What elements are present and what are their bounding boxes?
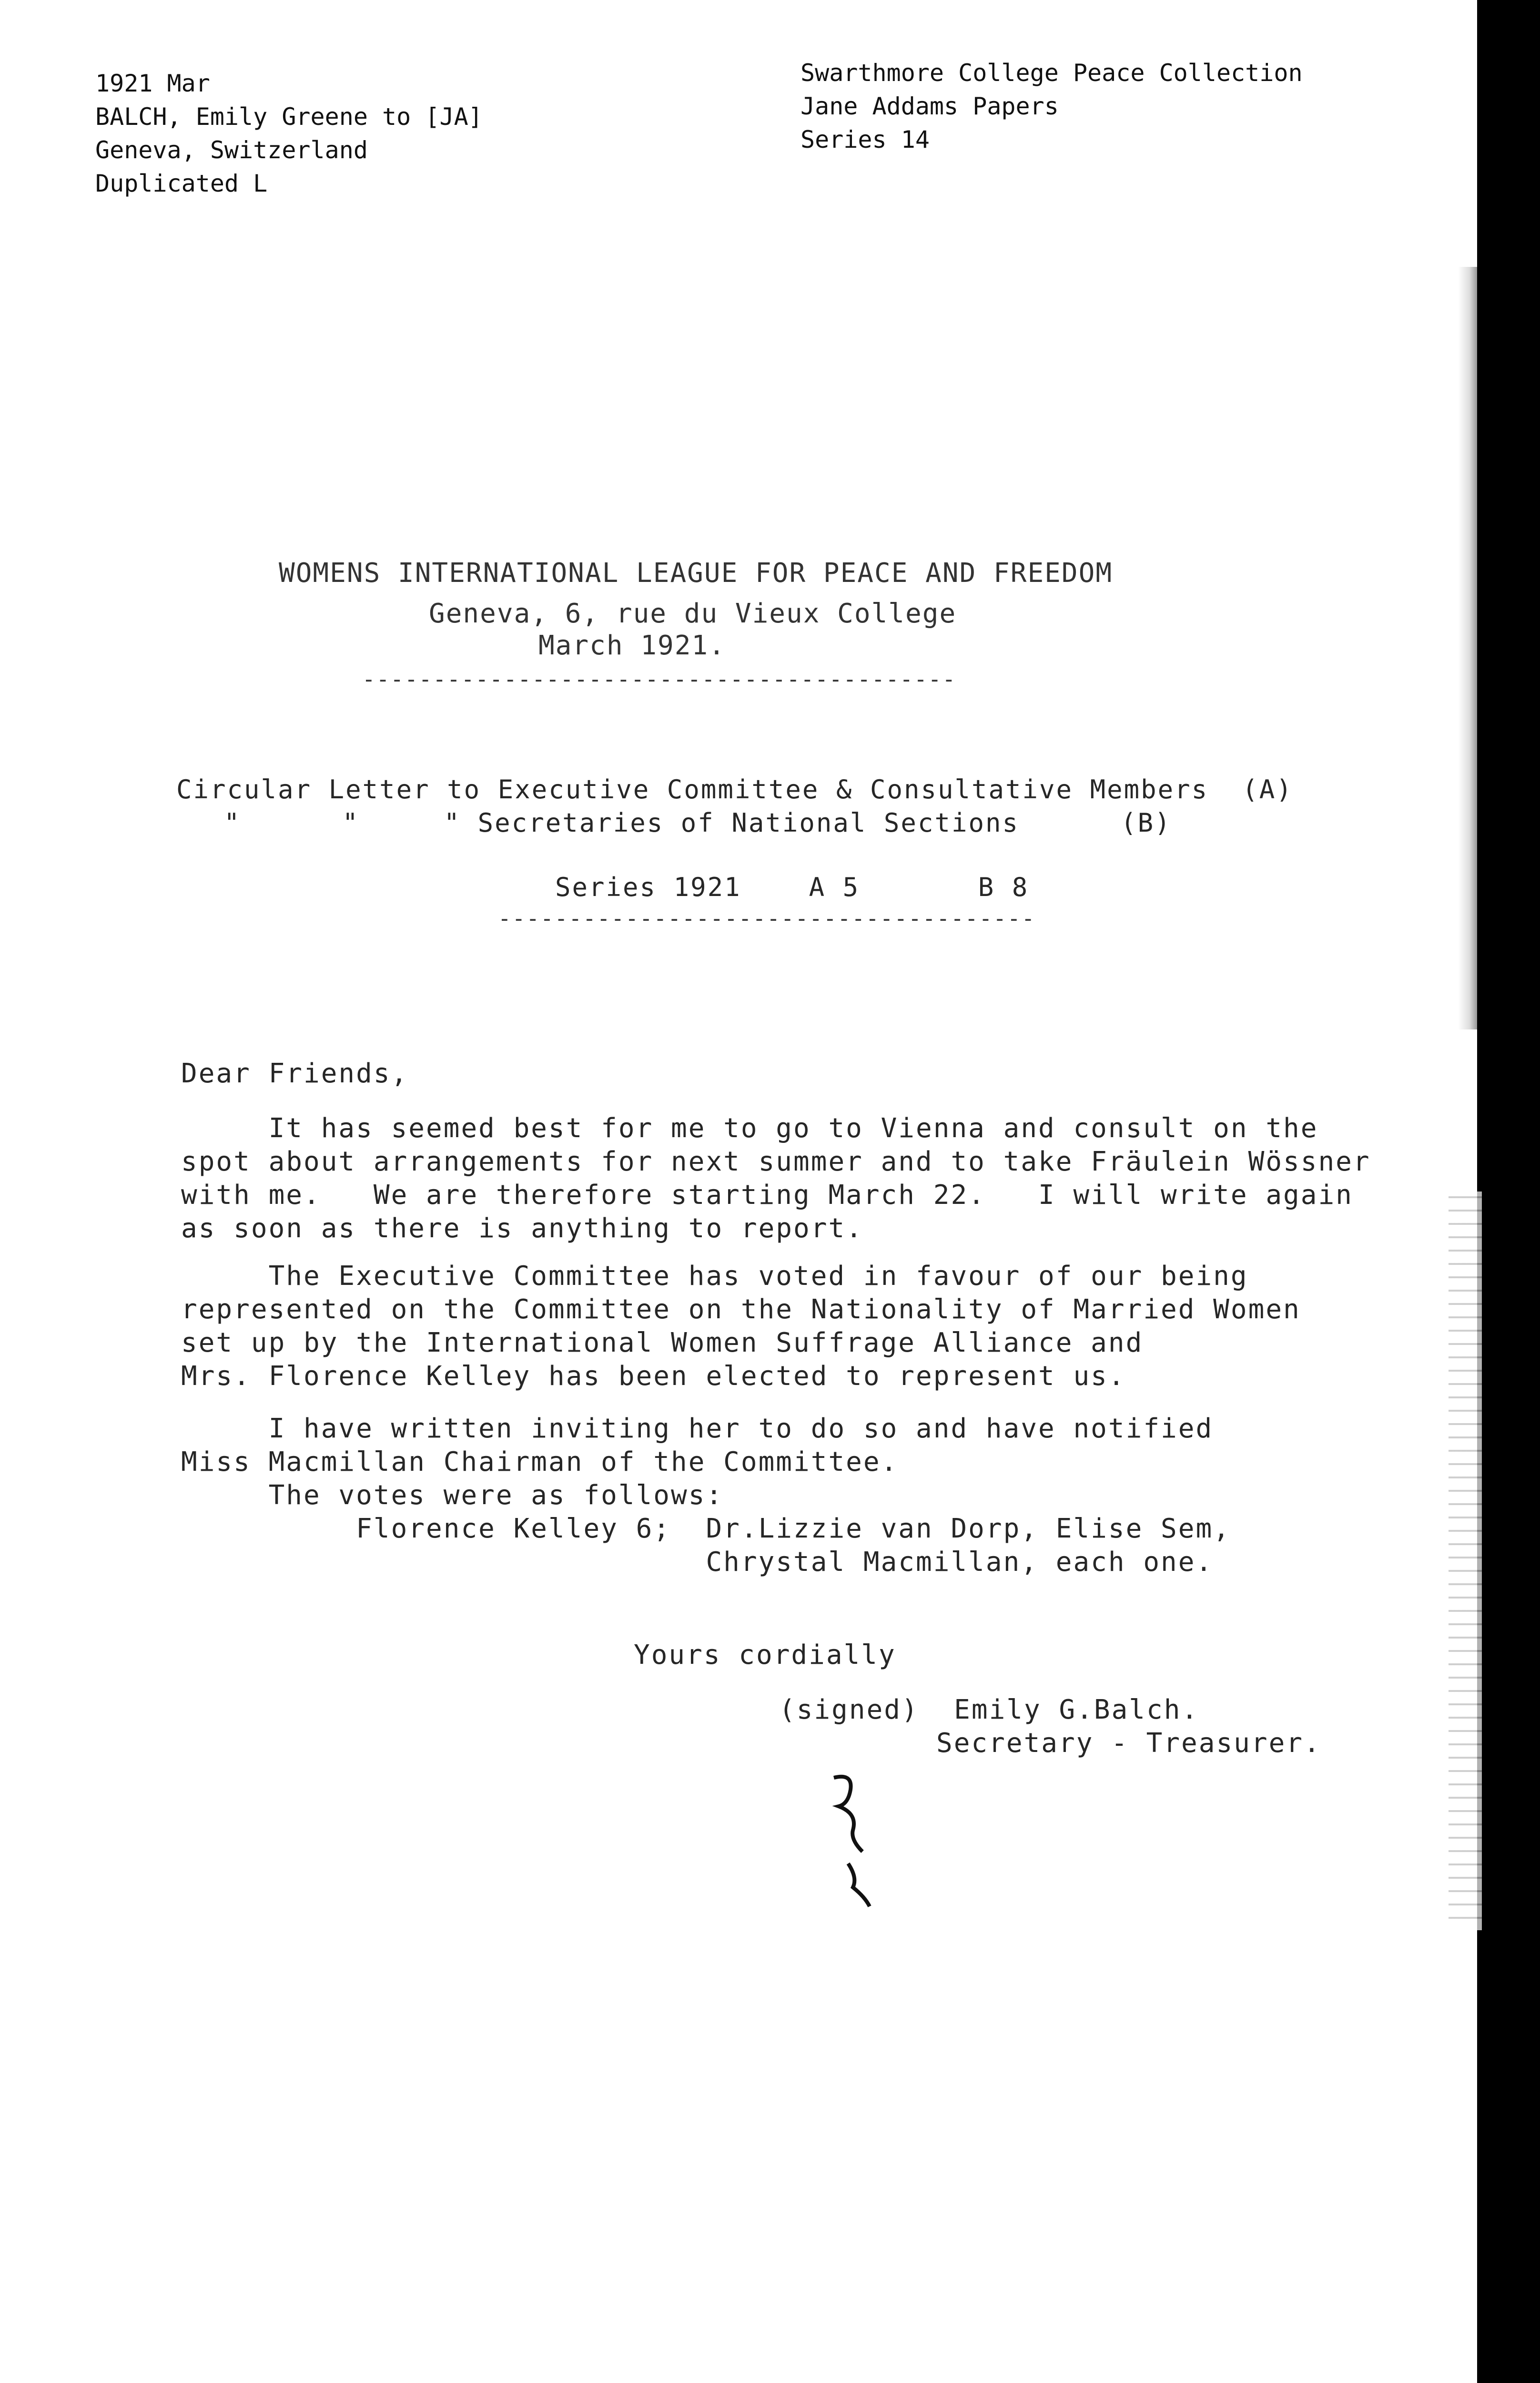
handwritten-mark: [824, 1768, 896, 1911]
paragraph-3-line: The votes were as follows:: [181, 1480, 724, 1511]
signature-line-1: (signed) Emily G.Balch.: [779, 1694, 1199, 1725]
circular-line-1: Circular Letter to Executive Committee & Consultative Members (A): [176, 774, 1293, 805]
signature-line-2: Secretary - Treasurer.: [936, 1728, 1321, 1759]
paragraph-3-line: Florence Kelley 6; Dr.Lizzie van Dorp, Elise Sem,: [181, 1513, 1231, 1544]
salutation: Dear Friends,: [181, 1058, 409, 1089]
paragraph-2-line: set up by the International Women Suffrage Alliance and: [181, 1327, 1144, 1358]
paragraph-3-line: I have written inviting her to do so and have notified: [181, 1413, 1214, 1444]
header-left-line: BALCH, Emily Greene to [JA]: [95, 103, 483, 131]
scan-edge-shadow: [1458, 267, 1477, 1029]
paragraph-3-line: Miss Macmillan Chairman of the Committee.: [181, 1446, 899, 1477]
header-right-line: Series 14: [800, 126, 930, 153]
separator-line: ------------------------------------------: [362, 666, 957, 692]
series-line: Series 1921 A 5 B 8: [555, 872, 1029, 902]
paragraph-3-line: Chrystal Macmillan, each one.: [181, 1547, 1214, 1578]
letterhead-date: March 1921.: [538, 630, 726, 661]
letterhead-org: WOMENS INTERNATIONAL LEAGUE FOR PEACE AND FREEDOM: [279, 558, 1113, 589]
closing: Yours cordially: [634, 1640, 896, 1670]
header-right-line: Jane Addams Papers: [800, 92, 1059, 120]
circular-line-2: " " " Secretaries of National Sections (B): [224, 808, 1172, 838]
paragraph-1-line: It has seemed best for me to go to Vienna and consult on the: [181, 1113, 1318, 1144]
header-left-line: Geneva, Switzerland: [95, 136, 368, 164]
paragraph-1-line: as soon as there is anything to report.: [181, 1213, 863, 1244]
header-right-line: Swarthmore College Peace Collection: [800, 59, 1303, 87]
scan-edge-top-right: [1477, 0, 1540, 267]
separator-line-2: --------------------------------------: [498, 906, 1036, 931]
paragraph-2-line: The Executive Committee has voted in favour of our being: [181, 1261, 1248, 1292]
paragraph-2-line: Mrs. Florence Kelley has been elected to represent us.: [181, 1361, 1126, 1392]
paragraph-1-line: spot about arrangements for next summer and to take Fräulein Wössner: [181, 1146, 1371, 1177]
scan-speckle: [1449, 1192, 1482, 1930]
header-left-line: 1921 Mar: [95, 70, 210, 97]
header-left-line: Duplicated L: [95, 170, 268, 197]
paragraph-2-line: represented on the Committee on the Nationality of Married Women: [181, 1294, 1301, 1325]
paragraph-1-line: with me. We are therefore starting March 22. I will write again: [181, 1180, 1353, 1211]
letterhead-address: Geneva, 6, rue du Vieux College: [429, 598, 957, 629]
scan-edge-right: [1477, 267, 1540, 2383]
